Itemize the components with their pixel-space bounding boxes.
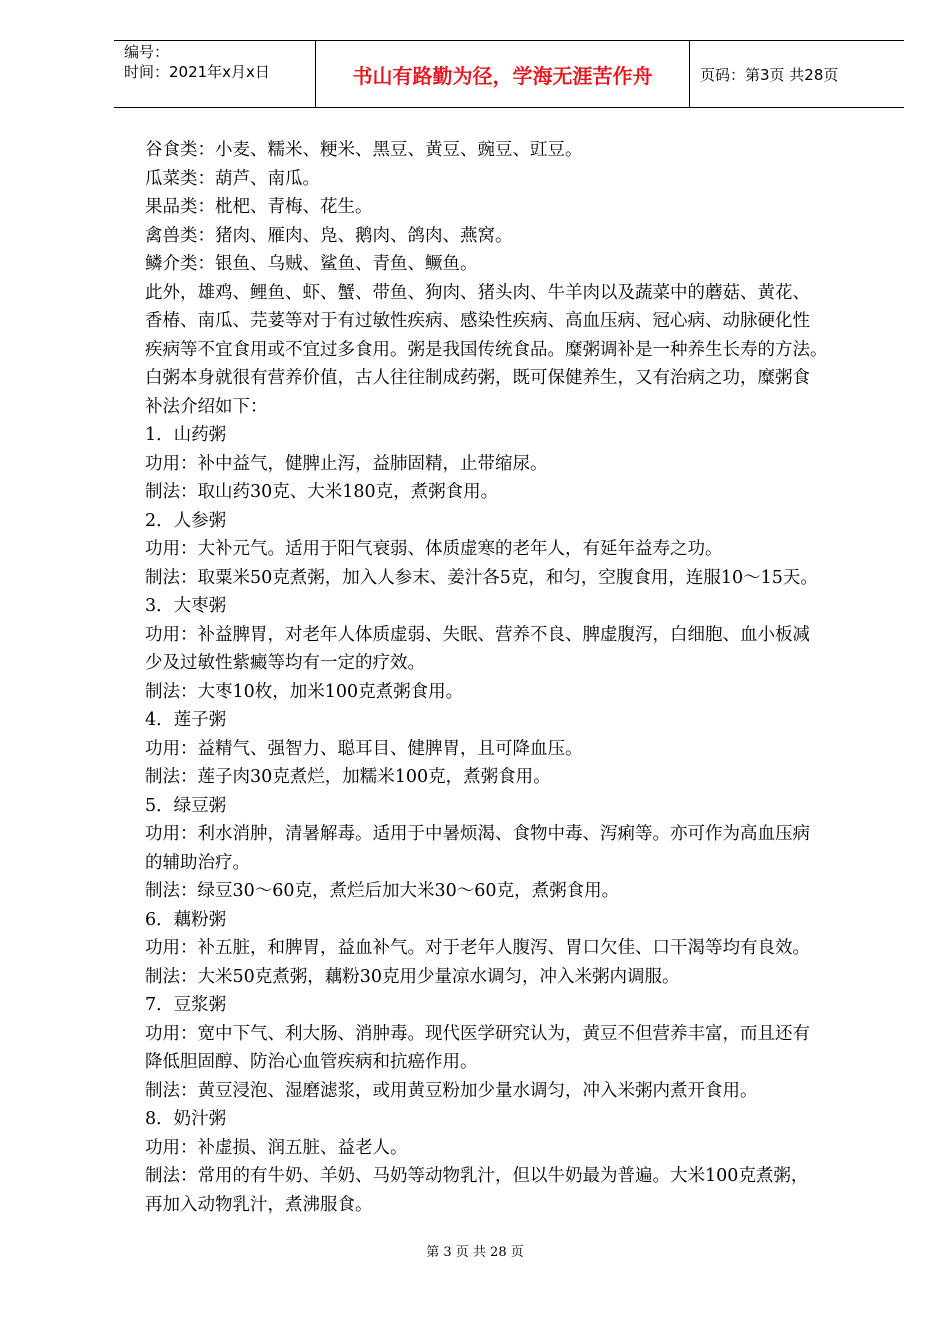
text-line: 补法介绍如下： bbox=[145, 396, 268, 417]
section-heading: 1．山药粥 bbox=[145, 425, 227, 445]
text-line: 制法：取山药30克、大米180克，煮粥食用。 bbox=[145, 482, 499, 502]
text-line: 少及过敏性紫癜等均有一定的疗效。 bbox=[145, 653, 425, 673]
text-line: 制法：绿豆30～60克，煮烂后加大米30～60克，煮粥食用。 bbox=[145, 881, 620, 901]
text-line: 制法：常用的有牛奶、羊奶、马奶等动物乳汁，但以牛奶最为普遍。大米100克煮粥， bbox=[145, 1166, 809, 1186]
text-line: 此外，雄鸡、鲤鱼、虾、蟹、带鱼、狗肉、猪头肉、牛羊肉以及蔬菜中的蘑菇、黄花、 bbox=[145, 282, 810, 303]
text-line: 香椿、南瓜、芫荽等对于有过敏性疾病、感染性疾病、高血压病、冠心病、动脉硬化性 bbox=[145, 311, 810, 331]
section-heading: 6．藕粉粥 bbox=[145, 909, 227, 930]
section-heading: 5．绿豆粥 bbox=[145, 795, 227, 816]
text-line: 禽兽类：猪肉、雁肉、凫、鹅肉、鸽肉、燕窝。 bbox=[145, 225, 513, 246]
section-heading: 2．人参粥 bbox=[145, 510, 227, 531]
text-line: 制法：取粟米50克煮粥，加入人参末、姜汁各5克，和匀，空腹食用，连服10～15天。 bbox=[145, 567, 818, 588]
text-line: 制法：大枣10枚，加米100克煮粥食用。 bbox=[145, 681, 464, 702]
text-line: 功用：补中益气，健脾止泻，益肺固精，止带缩尿。 bbox=[145, 453, 548, 474]
text-line: 降低胆固醇、防治心血管疾病和抗癌作用。 bbox=[145, 1052, 478, 1072]
text-line: 瓜菜类：葫芦、南瓜。 bbox=[145, 168, 320, 189]
text-line: 制法：莲子肉30克煮烂，加糯米100克，煮粥食用。 bbox=[145, 767, 551, 787]
header-info-cell bbox=[114, 41, 316, 107]
text-line: 制法：黄豆浸泡、湿磨滤浆，或用黄豆粉加少量水调匀，冲入米粥内煮开食用。 bbox=[145, 1080, 758, 1101]
text-line: 功用：补虚损、润五脏、益老人。 bbox=[145, 1137, 408, 1158]
section-heading: 3．大枣粥 bbox=[145, 596, 227, 616]
text-line: 功用：大补元气。适用于阳气衰弱、体质虚寒的老年人，有延年益寿之功。 bbox=[145, 539, 723, 559]
page-footer: 第 3 页 共 28 页 bbox=[426, 1245, 524, 1260]
time-label: 时间：2021年x月x日 bbox=[124, 63, 270, 81]
page-header bbox=[114, 40, 904, 108]
section-heading: 8．奶汁粥 bbox=[145, 1109, 227, 1129]
document-body bbox=[145, 136, 890, 1219]
text-line: 疾病等不宜食用或不宜过多食用。粥是我国传统食品。糜粥调补是一种养生长寿的方法。 bbox=[145, 339, 828, 360]
text-line: 制法：大米50克煮粥，藕粉30克用少量凉水调匀，冲入米粥内调服。 bbox=[145, 966, 680, 987]
section-heading: 4．莲子粥 bbox=[145, 710, 227, 730]
text-line: 谷食类：小麦、糯米、粳米、黑豆、黄豆、豌豆、豇豆。 bbox=[145, 140, 583, 160]
text-line: 功用：补益脾胃，对老年人体质虚弱、失眠、营养不良、脾虚腹泻，白细胞、血小板减 bbox=[145, 624, 810, 645]
text-line: 功用：利水消肿，清暑解毒。适用于中暑烦渴、食物中毒、泻痢等。亦可作为高血压病 bbox=[145, 824, 810, 844]
serial-number-label: 编号： bbox=[124, 43, 170, 61]
text-line: 的辅助治疗。 bbox=[145, 852, 250, 873]
text-line: 白粥本身就很有营养价值，古人往往制成药粥，既可保健养生，又有治病之功，糜粥食 bbox=[145, 368, 810, 388]
text-line: 再加入动物乳汁，煮沸服食。 bbox=[145, 1194, 373, 1215]
header-motto: 书山有路勤为径，学海无涯苦作舟 bbox=[352, 64, 653, 88]
text-line: 功用：宽中下气、利大肠、消肿毒。现代医学研究认为，黄豆不但营养丰富，而且还有 bbox=[145, 1023, 810, 1044]
header-page-code: 页码：第3页 共28页 bbox=[700, 66, 839, 84]
text-line: 功用：益精气、强智力、聪耳目、健脾胃，且可降血压。 bbox=[145, 738, 583, 759]
header-motto-cell bbox=[316, 41, 690, 107]
text-line: 鳞介类：银鱼、乌贼、鲨鱼、青鱼、鳜鱼。 bbox=[145, 254, 478, 274]
section-heading: 7．豆浆粥 bbox=[145, 995, 227, 1015]
text-line: 果品类：枇杷、青梅、花生。 bbox=[145, 197, 373, 217]
text-line: 功用：补五脏，和脾胃，益血补气。对于老年人腹泻、胃口欠佳、口干渴等均有良效。 bbox=[145, 938, 810, 958]
header-page-cell bbox=[690, 41, 904, 107]
